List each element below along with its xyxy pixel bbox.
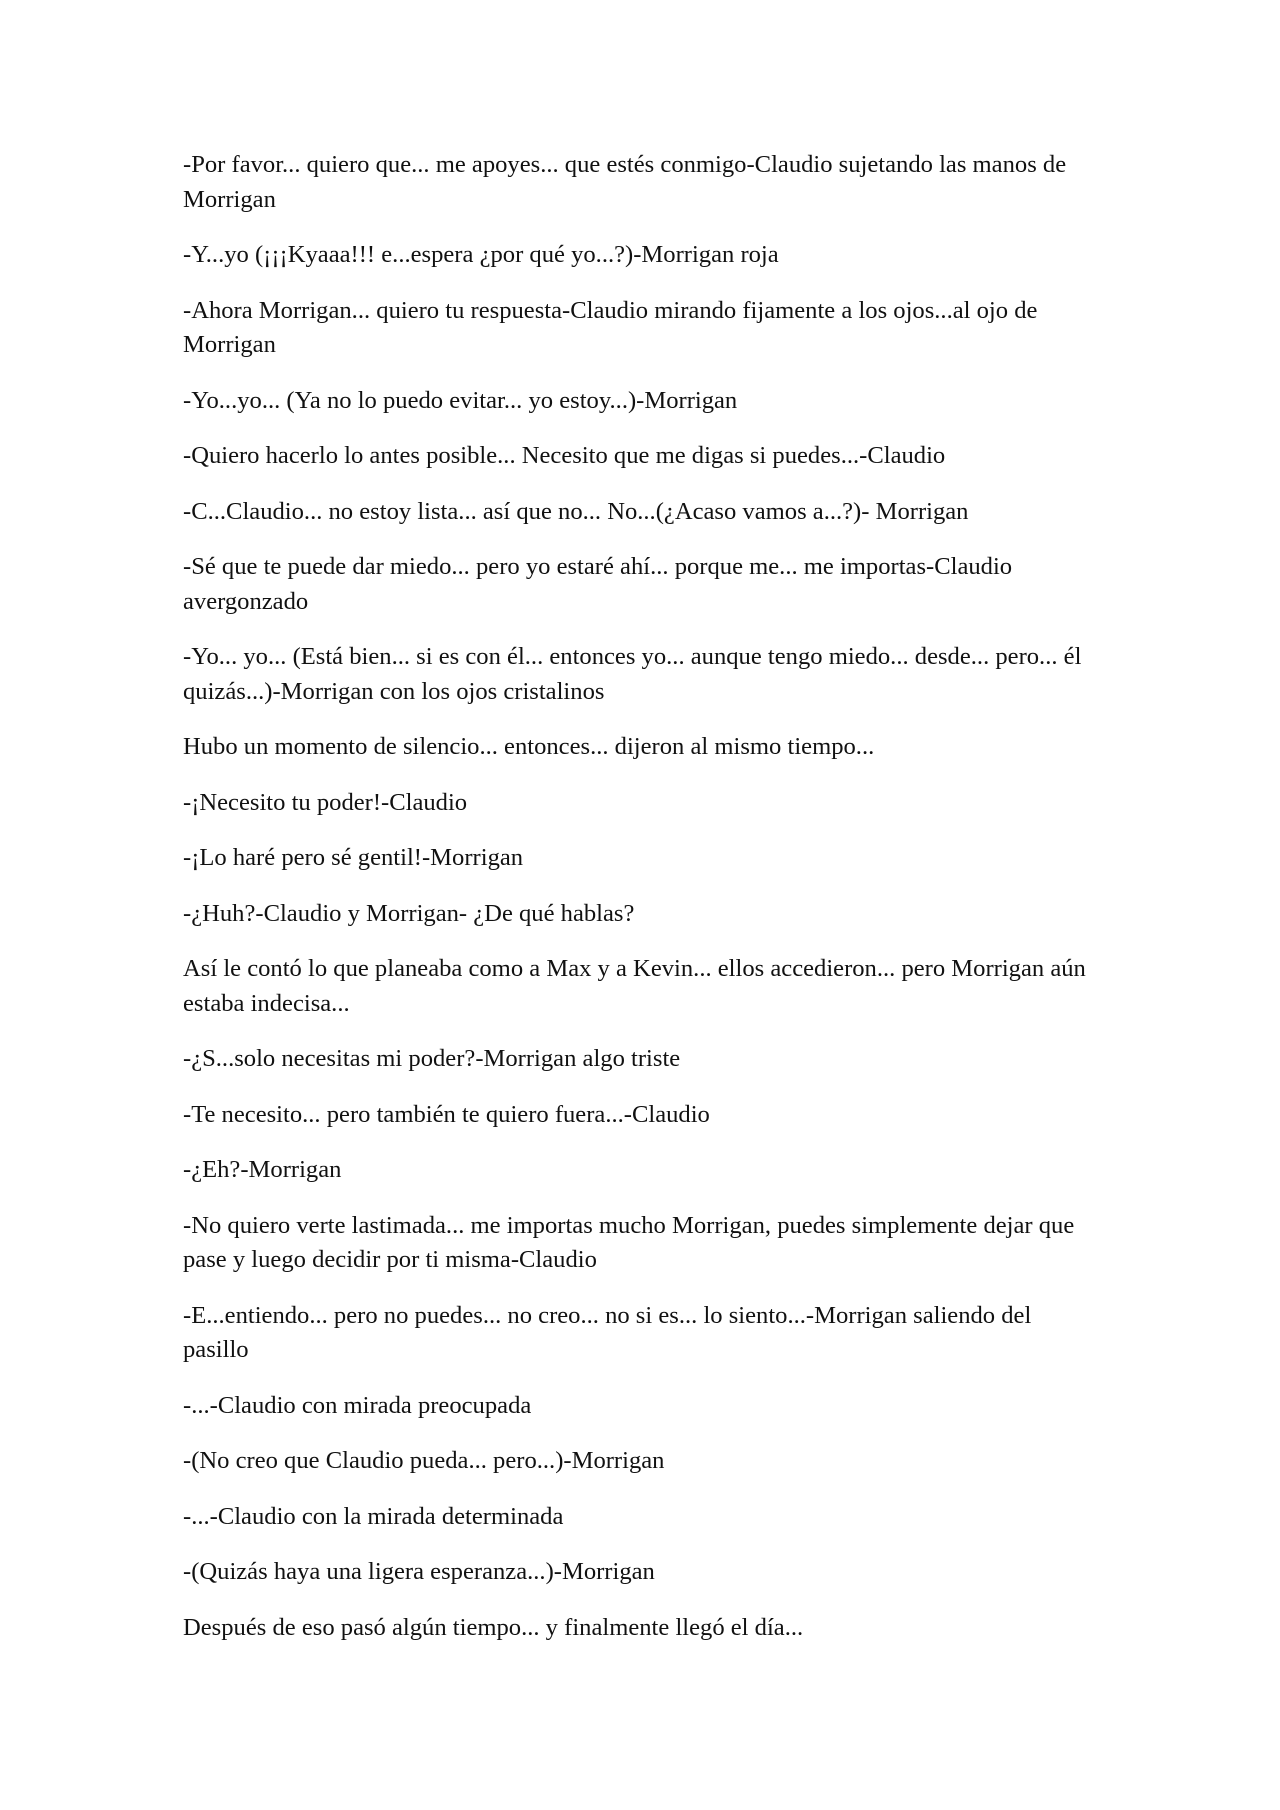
paragraph: -Yo... yo... (Está bien... si es con él... entonces yo... aunque tengo miedo... desde... pero... él quizás...)-Morrigan con los ojos cristalinos	[183, 643, 1082, 705]
paragraph: -(No creo que Claudio pueda... pero...)-Morrigan	[183, 1447, 665, 1474]
paragraph: -Ahora Morrigan... quiero tu respuesta-Claudio mirando fijamente a los ojos...al ojo de Morrigan	[183, 296, 1038, 358]
paragraph: -No quiero verte lastimada... me importas mucho Morrigan, puedes simplemente dejar que pase y luego decidir por ti misma-Claudio	[183, 1211, 1075, 1273]
paragraph: -¿S...solo necesitas mi poder?-Morrigan algo triste	[183, 1045, 681, 1072]
paragraph: -¿Eh?-Morrigan	[183, 1156, 342, 1183]
paragraph: -Quiero hacerlo lo antes posible... Necesito que me digas si puedes...-Claudio	[183, 442, 946, 469]
paragraph: -Y...yo (¡¡¡Kyaaa!!! e...espera ¿por qué yo...?)-Morrigan roja	[183, 241, 779, 268]
paragraph: -¡Necesito tu poder!-Claudio	[183, 788, 468, 816]
paragraph: -¿Huh?-Claudio y Morrigan- ¿De qué hablas?	[183, 899, 635, 927]
paragraph: Después de eso pasó algún tiempo... y finalmente llegó el día...	[183, 1613, 804, 1641]
document-body	[183, 148, 1093, 1666]
paragraph: Hubo un momento de silencio... entonces... dijeron al mismo tiempo...	[183, 733, 875, 760]
paragraph: -C...Claudio... no estoy lista... así que no... No...(¿Acaso vamos a...?)- Morrigan	[183, 497, 969, 525]
paragraph: -Sé que te puede dar miedo... pero yo estaré ahí... porque me... me importas-Claudio avergonzado	[183, 553, 1013, 615]
paragraph: -(Quizás haya una ligera esperanza...)-Morrigan	[183, 1558, 655, 1585]
paragraph: -Por favor... quiero que... me apoyes... que estés conmigo-Claudio sujetando las manos de Morrigan	[183, 151, 1067, 213]
paragraph: -Te necesito... pero también te quiero fuera...-Claudio	[183, 1100, 710, 1128]
paragraph: -E...entiendo... pero no puedes... no creo... no si es... lo siento...-Morrigan saliendo del pasillo	[183, 1301, 1032, 1363]
paragraph: -...-Claudio con la mirada determinada	[183, 1502, 564, 1530]
paragraph: -¡Lo haré pero sé gentil!-Morrigan	[183, 844, 524, 871]
paragraph: -Yo...yo... (Ya no lo puedo evitar... yo estoy...)-Morrigan	[183, 386, 738, 414]
paragraph: Así le contó lo que planeaba como a Max y a Kevin... ellos accedieron... pero Morrigan aún estaba indecisa...	[183, 955, 1086, 1017]
paragraph: -...-Claudio con mirada preocupada	[183, 1391, 532, 1419]
